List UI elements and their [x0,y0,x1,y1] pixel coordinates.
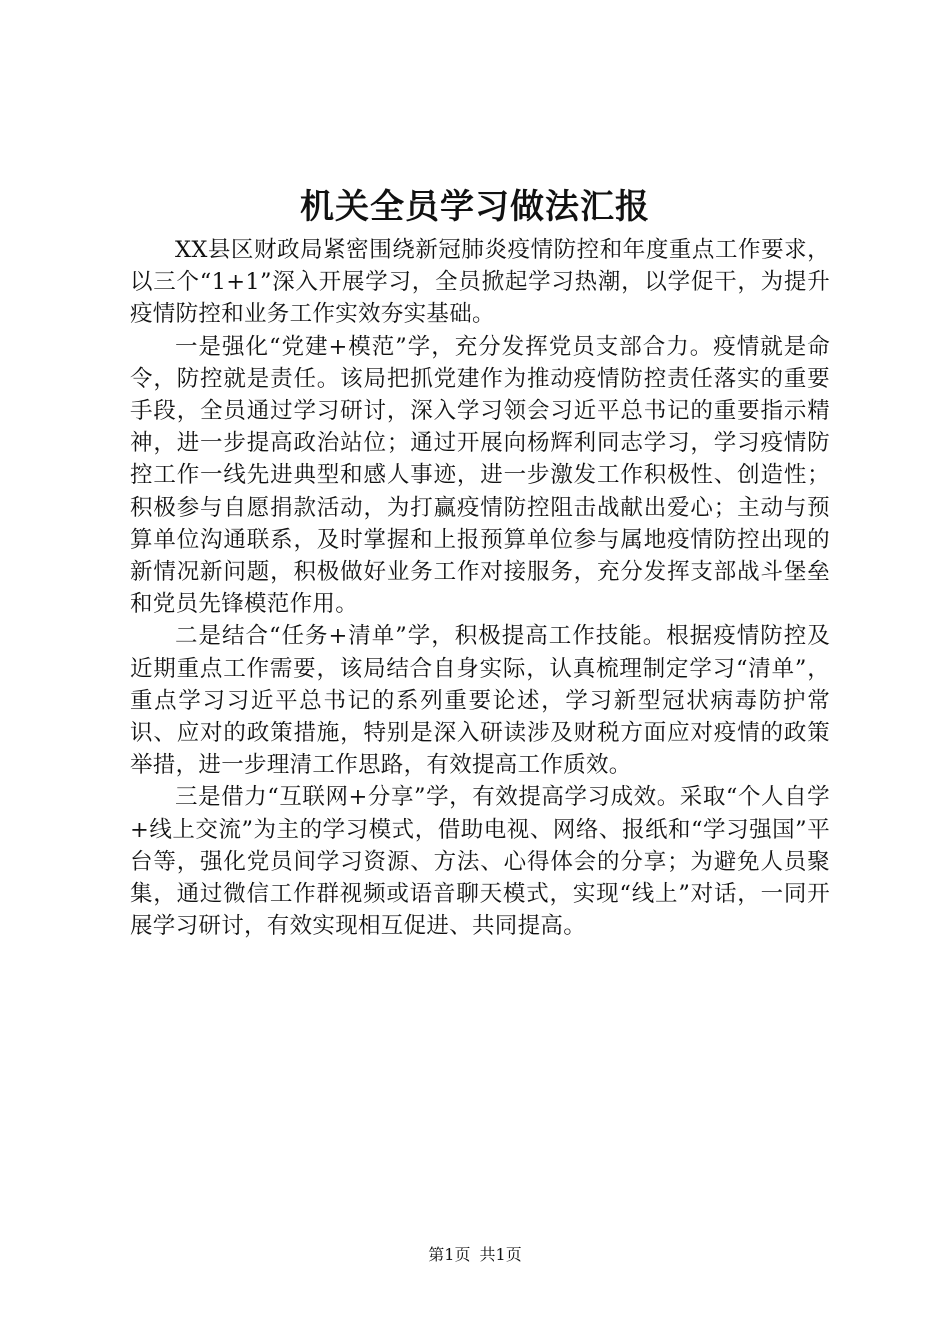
paragraph-point-two: 二是结合“任务+清单”学，积极提高工作技能。根据疫情防控及近期重点工作需要，该局结合自身实际，认真梳理制定学习“清单”，重点学习习近平总书记的系列重要论述，学习新型冠状病毒防护常识、应对的政策措施，特别是深入研读涉及财税方面应对疫情的政策举措，进一步理清工作思路，有效提高工作质效。 [130,623,830,779]
document-body [130,234,830,942]
page-total: 共1页 [479,1245,522,1264]
document-title: 机关全员学习做法汇报 [300,187,650,227]
paragraph-point-three: 三是借力“互联网+分享”学，有效提高学习成效。采取“个人自学+线上交流”为主的学习模式，借助电视、网络、报纸和“学习强国”平台等，强化党员间学习资源、方法、心得体会的分享；为避免人员聚集，通过微信工作群视频或语音聊天模式，实现“线上”对话，一同开展学习研讨，有效实现相互促进、共同提高。 [130,784,830,940]
page-footer [0,1244,950,1266]
paragraph-point-one: 一是强化“党建+模范”学，充分发挥党员支部合力。疫情就是命令，防控就是责任。该局把抓党建作为推动疫情防控责任落实的重要手段，全员通过学习研讨，深入学习领会习近平总书记的重要指示精神，进一步提高政治站位；通过开展向杨辉利同志学习，学习疫情防控工作一线先进典型和感人事迹，进一步激发工作积极性、创造性；积极参与自愿捐款活动，为打赢疫情防控阻击战献出爱心；主动与预算单位沟通联系，及时掌握和上报预算单位参与属地疫情防控出现的新情况新问题，积极做好业务工作对接服务，充分发挥支部战斗堡垒和党员先锋模范作用。 [130,333,830,618]
paragraph-intro: XX县区财政局紧密围绕新冠肺炎疫情防控和年度重点工作要求，以三个“1+1”深入开展学习，全员掀起学习热潮，以学促干，为提升疫情防控和业务工作实效夯实基础。 [130,237,830,328]
page-number: 第1页 [428,1245,471,1264]
